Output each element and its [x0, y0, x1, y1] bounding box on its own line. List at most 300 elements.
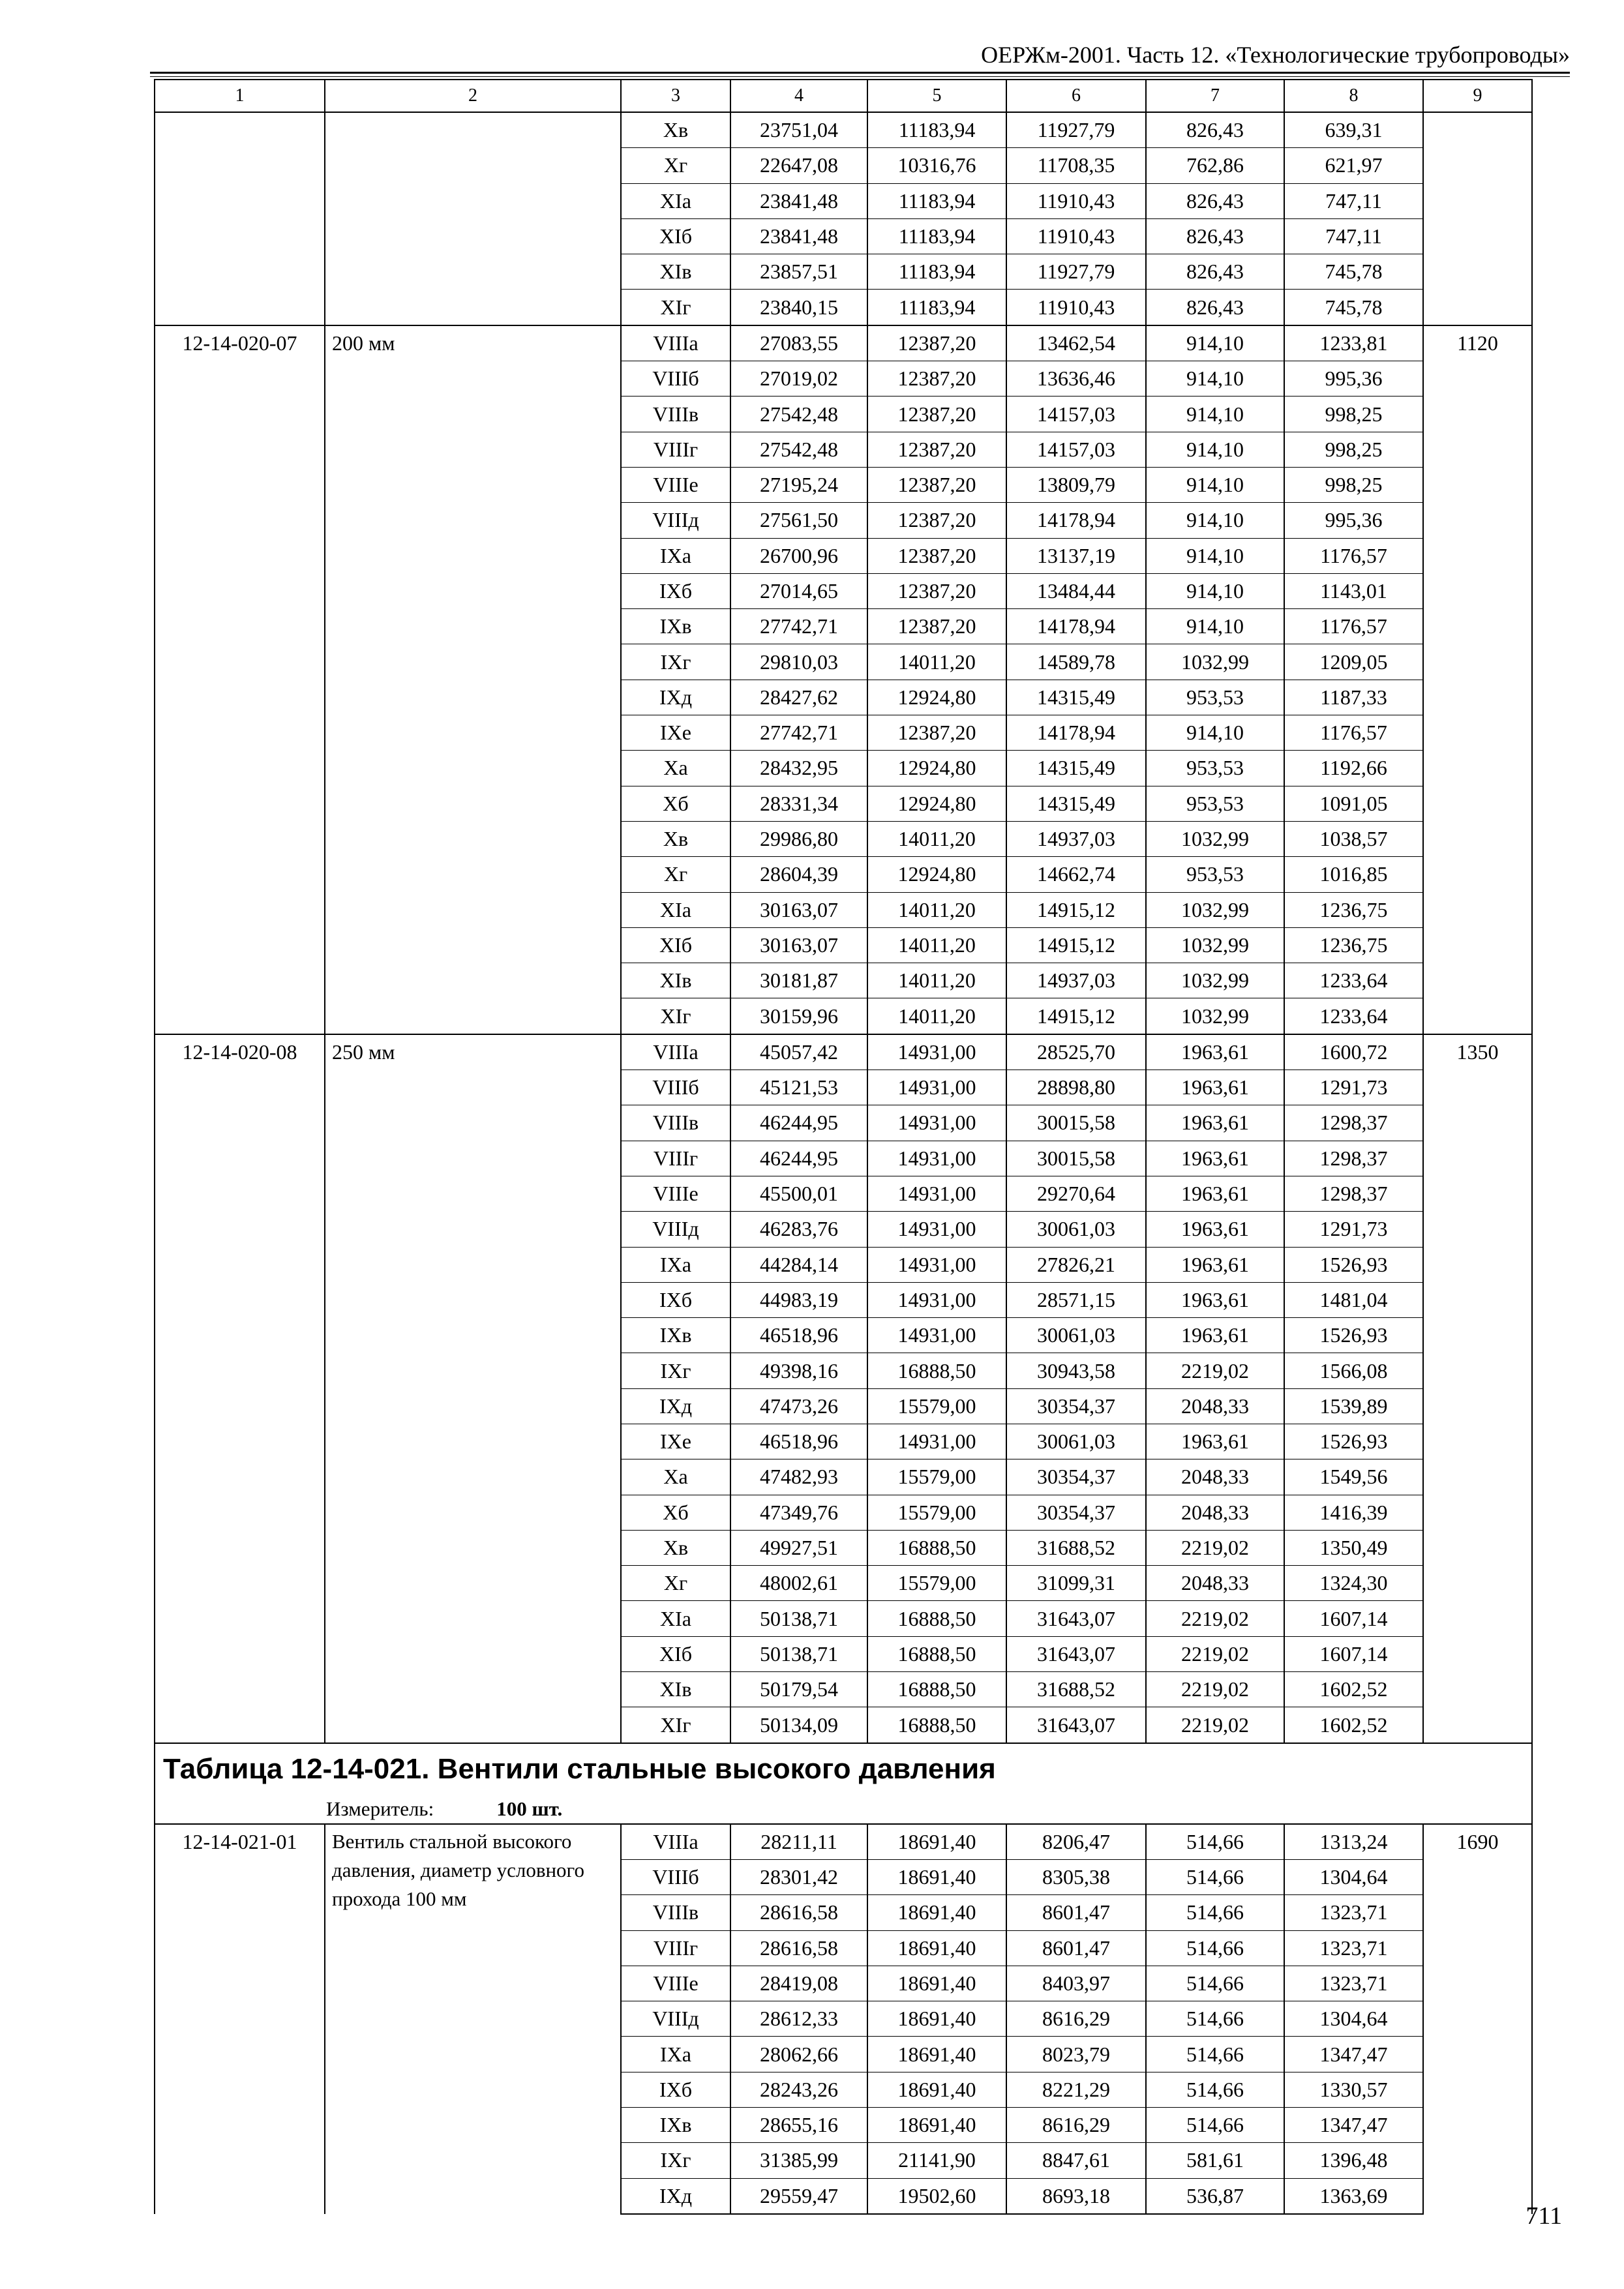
machinist-wages: 953,53 — [1146, 680, 1284, 715]
zone-code: Xг — [621, 857, 730, 892]
machine-cost: 27826,21 — [1006, 1247, 1146, 1282]
meter-value: 100 шт. — [496, 1797, 563, 1820]
labor-cost: 14011,20 — [867, 821, 1006, 856]
zone-code: IXд — [621, 1388, 730, 1424]
material-cost: 1323,71 — [1284, 1966, 1423, 2001]
total-cost: 46518,96 — [730, 1318, 867, 1353]
material-cost: 1038,57 — [1284, 821, 1423, 856]
labor-cost: 14931,00 — [867, 1176, 1006, 1211]
total-cost: 28243,26 — [730, 2072, 867, 2107]
machine-cost: 8601,47 — [1006, 1895, 1146, 1930]
labor-hours: 1690 — [1423, 1824, 1532, 2214]
machine-cost: 30061,03 — [1006, 1212, 1146, 1247]
total-cost: 47482,93 — [730, 1459, 867, 1495]
machine-cost: 11910,43 — [1006, 218, 1146, 254]
labor-cost: 12387,20 — [867, 361, 1006, 396]
machinist-wages: 914,10 — [1146, 573, 1284, 608]
zone-code: Xв — [621, 112, 730, 148]
machinist-wages: 826,43 — [1146, 183, 1284, 218]
labor-cost: 14011,20 — [867, 892, 1006, 927]
total-cost: 46518,96 — [730, 1424, 867, 1459]
total-cost: 46283,76 — [730, 1212, 867, 1247]
labor-cost: 11183,94 — [867, 112, 1006, 148]
machine-cost: 14937,03 — [1006, 963, 1146, 998]
total-cost: 28301,42 — [730, 1859, 867, 1894]
labor-cost: 18691,40 — [867, 1966, 1006, 2001]
zone-code: VIIIе — [621, 467, 730, 502]
total-cost: 27195,24 — [730, 467, 867, 502]
machine-cost: 14315,49 — [1006, 786, 1146, 821]
machine-cost: 30943,58 — [1006, 1353, 1146, 1388]
machine-cost: 28571,15 — [1006, 1282, 1146, 1317]
machinist-wages: 514,66 — [1146, 2072, 1284, 2107]
machine-cost: 13484,44 — [1006, 573, 1146, 608]
machinist-wages: 1963,61 — [1146, 1247, 1284, 1282]
table-row — [155, 325, 1532, 361]
labor-cost: 18691,40 — [867, 1930, 1006, 1966]
material-cost: 1233,64 — [1284, 998, 1423, 1034]
machinist-wages: 514,66 — [1146, 1895, 1284, 1930]
material-cost: 1236,75 — [1284, 892, 1423, 927]
labor-cost: 16888,50 — [867, 1353, 1006, 1388]
machine-cost: 14178,94 — [1006, 609, 1146, 644]
machine-cost: 13809,79 — [1006, 467, 1146, 502]
machinist-wages: 514,66 — [1146, 2001, 1284, 2037]
machinist-wages: 536,87 — [1146, 2178, 1284, 2214]
total-cost: 27742,71 — [730, 609, 867, 644]
machine-cost: 31688,52 — [1006, 1672, 1146, 1707]
total-cost: 30163,07 — [730, 892, 867, 927]
zone-code: IXе — [621, 715, 730, 751]
machine-cost: 30015,58 — [1006, 1141, 1146, 1176]
material-cost: 1323,71 — [1284, 1930, 1423, 1966]
machine-cost: 8601,47 — [1006, 1930, 1146, 1966]
material-cost: 1330,57 — [1284, 2072, 1423, 2107]
material-cost: 1192,66 — [1284, 751, 1423, 786]
zone-code: XIг — [621, 1707, 730, 1743]
machine-cost: 31643,07 — [1006, 1636, 1146, 1671]
total-cost: 30163,07 — [730, 927, 867, 963]
zone-code: VIIIв — [621, 1895, 730, 1930]
material-cost: 1396,48 — [1284, 2143, 1423, 2178]
zone-code: VIIIе — [621, 1176, 730, 1211]
material-cost: 1291,73 — [1284, 1070, 1423, 1105]
material-cost: 1602,52 — [1284, 1672, 1423, 1707]
table-title: Таблица 12-14-021. Вентили стальные высокого давления — [155, 1743, 1532, 1795]
total-cost: 23751,04 — [730, 112, 867, 148]
rate-description — [325, 112, 621, 325]
zone-code: VIIIа — [621, 1824, 730, 1860]
labor-hours — [1423, 112, 1532, 325]
table-title-row — [155, 1743, 1532, 1795]
material-cost: 1526,93 — [1284, 1247, 1423, 1282]
zone-code: IXа — [621, 538, 730, 573]
material-cost: 1236,75 — [1284, 927, 1423, 963]
total-cost: 28616,58 — [730, 1930, 867, 1966]
total-cost: 27083,55 — [730, 325, 867, 361]
machinist-wages: 914,10 — [1146, 538, 1284, 573]
zone-code: IXб — [621, 1282, 730, 1317]
total-cost: 47473,26 — [730, 1388, 867, 1424]
labor-cost: 15579,00 — [867, 1459, 1006, 1495]
machine-cost: 14178,94 — [1006, 715, 1146, 751]
machine-cost: 14157,03 — [1006, 396, 1146, 432]
material-cost: 995,36 — [1284, 361, 1423, 396]
machinist-wages: 914,10 — [1146, 432, 1284, 467]
zone-code: VIIIд — [621, 2001, 730, 2037]
total-cost: 47349,76 — [730, 1495, 867, 1530]
total-cost: 28612,33 — [730, 2001, 867, 2037]
material-cost: 745,78 — [1284, 290, 1423, 325]
machinist-wages: 2048,33 — [1146, 1495, 1284, 1530]
labor-hours: 1350 — [1423, 1034, 1532, 1743]
zone-code: VIIIг — [621, 432, 730, 467]
machine-cost: 11708,35 — [1006, 148, 1146, 183]
material-cost: 639,31 — [1284, 112, 1423, 148]
machine-cost: 31643,07 — [1006, 1601, 1146, 1636]
machinist-wages: 1032,99 — [1146, 998, 1284, 1034]
machinist-wages: 2048,33 — [1146, 1566, 1284, 1601]
labor-cost: 12387,20 — [867, 432, 1006, 467]
zone-code: VIIIг — [621, 1141, 730, 1176]
labor-cost: 14931,00 — [867, 1105, 1006, 1141]
machine-cost: 28898,80 — [1006, 1070, 1146, 1105]
material-cost: 1526,93 — [1284, 1318, 1423, 1353]
labor-cost: 18691,40 — [867, 1824, 1006, 1860]
machinist-wages: 1032,99 — [1146, 892, 1284, 927]
machinist-wages: 2219,02 — [1146, 1672, 1284, 1707]
material-cost: 1176,57 — [1284, 609, 1423, 644]
material-cost: 1347,47 — [1284, 2037, 1423, 2072]
machine-cost: 13462,54 — [1006, 325, 1146, 361]
zone-code: IXе — [621, 1424, 730, 1459]
total-cost: 23841,48 — [730, 183, 867, 218]
column-number: 8 — [1284, 80, 1423, 112]
machinist-wages: 514,66 — [1146, 1824, 1284, 1860]
machine-cost: 14937,03 — [1006, 821, 1146, 856]
machinist-wages: 1032,99 — [1146, 963, 1284, 998]
labor-cost: 12387,20 — [867, 503, 1006, 538]
material-cost: 1607,14 — [1284, 1601, 1423, 1636]
labor-cost: 14931,00 — [867, 1424, 1006, 1459]
total-cost: 30181,87 — [730, 963, 867, 998]
material-cost: 1298,37 — [1284, 1105, 1423, 1141]
total-cost: 45057,42 — [730, 1034, 867, 1070]
labor-cost: 12387,20 — [867, 715, 1006, 751]
zone-code: IXа — [621, 2037, 730, 2072]
total-cost: 28211,11 — [730, 1824, 867, 1860]
rate-code: 12-14-020-07 — [155, 325, 325, 1034]
labor-cost: 18691,40 — [867, 2001, 1006, 2037]
labor-cost: 12387,20 — [867, 467, 1006, 502]
header-rule-thin — [150, 76, 1570, 77]
labor-cost: 12387,20 — [867, 609, 1006, 644]
rate-description: 250 мм — [325, 1034, 621, 1743]
labor-cost: 16888,50 — [867, 1530, 1006, 1565]
material-cost: 995,36 — [1284, 503, 1423, 538]
rates-table — [154, 79, 1533, 2215]
zone-code: Xа — [621, 751, 730, 786]
labor-cost: 16888,50 — [867, 1601, 1006, 1636]
machinist-wages: 2048,33 — [1146, 1388, 1284, 1424]
material-cost: 1233,64 — [1284, 963, 1423, 998]
labor-cost: 12387,20 — [867, 396, 1006, 432]
machinist-wages: 2219,02 — [1146, 1601, 1284, 1636]
total-cost: 23840,15 — [730, 290, 867, 325]
zone-code: XIа — [621, 183, 730, 218]
header-rule-thick — [150, 72, 1570, 74]
labor-cost: 12387,20 — [867, 325, 1006, 361]
machine-cost: 14915,12 — [1006, 892, 1146, 927]
machinist-wages: 953,53 — [1146, 857, 1284, 892]
machinist-wages: 1963,61 — [1146, 1034, 1284, 1070]
total-cost: 49398,16 — [730, 1353, 867, 1388]
zone-code: VIIIб — [621, 1859, 730, 1894]
labor-cost: 18691,40 — [867, 2072, 1006, 2107]
machinist-wages: 953,53 — [1146, 786, 1284, 821]
machine-cost: 11927,79 — [1006, 112, 1146, 148]
total-cost: 30159,96 — [730, 998, 867, 1034]
zone-code: IXв — [621, 2108, 730, 2143]
machine-cost: 13137,19 — [1006, 538, 1146, 573]
material-cost: 1016,85 — [1284, 857, 1423, 892]
machinist-wages: 1963,61 — [1146, 1176, 1284, 1211]
material-cost: 745,78 — [1284, 254, 1423, 290]
labor-cost: 18691,40 — [867, 2037, 1006, 2072]
labor-cost: 14011,20 — [867, 963, 1006, 998]
machine-cost: 30354,37 — [1006, 1495, 1146, 1530]
material-cost: 1350,49 — [1284, 1530, 1423, 1565]
zone-code: XIб — [621, 927, 730, 963]
material-cost: 621,97 — [1284, 148, 1423, 183]
labor-cost: 14931,00 — [867, 1141, 1006, 1176]
labor-cost: 14011,20 — [867, 927, 1006, 963]
labor-cost: 11183,94 — [867, 290, 1006, 325]
material-cost: 1176,57 — [1284, 538, 1423, 573]
material-cost: 1566,08 — [1284, 1353, 1423, 1388]
labor-cost: 14931,00 — [867, 1247, 1006, 1282]
zone-code: Xв — [621, 1530, 730, 1565]
zone-code: IXа — [621, 1247, 730, 1282]
total-cost: 50179,54 — [730, 1672, 867, 1707]
machinist-wages: 1963,61 — [1146, 1141, 1284, 1176]
machine-cost: 14589,78 — [1006, 644, 1146, 680]
material-cost: 1143,01 — [1284, 573, 1423, 608]
machinist-wages: 1032,99 — [1146, 927, 1284, 963]
meter-row — [155, 1795, 1532, 1824]
total-cost: 50138,71 — [730, 1636, 867, 1671]
zone-code: Xа — [621, 1459, 730, 1495]
column-number: 4 — [730, 80, 867, 112]
material-cost: 1091,05 — [1284, 786, 1423, 821]
machinist-wages: 826,43 — [1146, 290, 1284, 325]
column-number: 1 — [155, 80, 325, 112]
labor-cost: 14931,00 — [867, 1318, 1006, 1353]
labor-cost: 16888,50 — [867, 1672, 1006, 1707]
machinist-wages: 1032,99 — [1146, 644, 1284, 680]
material-cost: 1304,64 — [1284, 1859, 1423, 1894]
total-cost: 46244,95 — [730, 1141, 867, 1176]
rate-code: 12-14-021-01 — [155, 1824, 325, 2214]
rate-code: 12-14-020-08 — [155, 1034, 325, 1743]
zone-code: IXв — [621, 609, 730, 644]
material-cost: 1187,33 — [1284, 680, 1423, 715]
machinist-wages: 581,61 — [1146, 2143, 1284, 2178]
total-cost: 45121,53 — [730, 1070, 867, 1105]
total-cost: 28062,66 — [730, 2037, 867, 2072]
machinist-wages: 2219,02 — [1146, 1707, 1284, 1743]
material-cost: 747,11 — [1284, 183, 1423, 218]
total-cost: 23857,51 — [730, 254, 867, 290]
meter-cell — [155, 1795, 1532, 1824]
machine-cost: 11910,43 — [1006, 290, 1146, 325]
labor-cost: 14931,00 — [867, 1070, 1006, 1105]
machinist-wages: 2219,02 — [1146, 1353, 1284, 1388]
machine-cost: 31688,52 — [1006, 1530, 1146, 1565]
total-cost: 23841,48 — [730, 218, 867, 254]
total-cost: 31385,99 — [730, 2143, 867, 2178]
machinist-wages: 914,10 — [1146, 325, 1284, 361]
zone-code: XIб — [621, 1636, 730, 1671]
material-cost: 1600,72 — [1284, 1034, 1423, 1070]
material-cost: 1602,52 — [1284, 1707, 1423, 1743]
labor-cost: 11183,94 — [867, 218, 1006, 254]
material-cost: 1481,04 — [1284, 1282, 1423, 1317]
zone-code: IXг — [621, 644, 730, 680]
total-cost: 28604,39 — [730, 857, 867, 892]
material-cost: 1304,64 — [1284, 2001, 1423, 2037]
material-cost: 1539,89 — [1284, 1388, 1423, 1424]
zone-code: VIIIб — [621, 1070, 730, 1105]
material-cost: 1298,37 — [1284, 1141, 1423, 1176]
zone-code: Xв — [621, 821, 730, 856]
total-cost: 28427,62 — [730, 680, 867, 715]
zone-code: XIа — [621, 1601, 730, 1636]
total-cost: 44284,14 — [730, 1247, 867, 1282]
material-cost: 1323,71 — [1284, 1895, 1423, 1930]
zone-code: XIа — [621, 892, 730, 927]
machine-cost: 31099,31 — [1006, 1566, 1146, 1601]
labor-cost: 11183,94 — [867, 254, 1006, 290]
zone-code: VIIIг — [621, 1930, 730, 1966]
material-cost: 1607,14 — [1284, 1636, 1423, 1671]
total-cost: 29810,03 — [730, 644, 867, 680]
material-cost: 1209,05 — [1284, 644, 1423, 680]
zone-code: Xг — [621, 1566, 730, 1601]
machine-cost: 8847,61 — [1006, 2143, 1146, 2178]
total-cost: 45500,01 — [730, 1176, 867, 1211]
machine-cost: 28525,70 — [1006, 1034, 1146, 1070]
labor-hours: 1120 — [1423, 325, 1532, 1034]
column-number: 9 — [1423, 80, 1532, 112]
machinist-wages: 914,10 — [1146, 715, 1284, 751]
material-cost: 998,25 — [1284, 396, 1423, 432]
machine-cost: 30354,37 — [1006, 1388, 1146, 1424]
material-cost: 998,25 — [1284, 432, 1423, 467]
machinist-wages: 914,10 — [1146, 609, 1284, 644]
rate-description: 200 мм — [325, 325, 621, 1034]
machine-cost: 8023,79 — [1006, 2037, 1146, 2072]
column-number: 2 — [325, 80, 621, 112]
labor-cost: 10316,76 — [867, 148, 1006, 183]
labor-cost: 15579,00 — [867, 1566, 1006, 1601]
machine-cost: 8206,47 — [1006, 1824, 1146, 1860]
material-cost: 1291,73 — [1284, 1212, 1423, 1247]
labor-cost: 18691,40 — [867, 1859, 1006, 1894]
labor-cost: 12924,80 — [867, 680, 1006, 715]
zone-code: IXв — [621, 1318, 730, 1353]
machinist-wages: 2048,33 — [1146, 1459, 1284, 1495]
machine-cost: 14662,74 — [1006, 857, 1146, 892]
table-row — [155, 112, 1532, 148]
machinist-wages: 514,66 — [1146, 1930, 1284, 1966]
column-number: 6 — [1006, 80, 1146, 112]
labor-cost: 12387,20 — [867, 573, 1006, 608]
machinist-wages: 914,10 — [1146, 361, 1284, 396]
total-cost: 28419,08 — [730, 1966, 867, 2001]
zone-code: XIб — [621, 218, 730, 254]
material-cost: 1313,24 — [1284, 1824, 1423, 1860]
material-cost: 998,25 — [1284, 467, 1423, 502]
zone-code: VIIIд — [621, 1212, 730, 1247]
machinist-wages: 914,10 — [1146, 467, 1284, 502]
machine-cost: 30015,58 — [1006, 1105, 1146, 1141]
total-cost: 28655,16 — [730, 2108, 867, 2143]
machine-cost: 14915,12 — [1006, 998, 1146, 1034]
labor-cost: 12387,20 — [867, 538, 1006, 573]
machine-cost: 30061,03 — [1006, 1318, 1146, 1353]
zone-code: Xг — [621, 148, 730, 183]
machinist-wages: 826,43 — [1146, 218, 1284, 254]
machinist-wages: 762,86 — [1146, 148, 1284, 183]
machine-cost: 30354,37 — [1006, 1459, 1146, 1495]
total-cost: 48002,61 — [730, 1566, 867, 1601]
total-cost: 27542,48 — [730, 432, 867, 467]
zone-code: XIв — [621, 963, 730, 998]
zone-code: VIIIа — [621, 325, 730, 361]
labor-cost: 14011,20 — [867, 644, 1006, 680]
labor-cost: 12924,80 — [867, 857, 1006, 892]
column-number: 7 — [1146, 80, 1284, 112]
total-cost: 28432,95 — [730, 751, 867, 786]
running-header: ОЕРЖм-2001. Часть 12. «Технологические трубопроводы» — [981, 42, 1570, 68]
labor-cost: 18691,40 — [867, 2108, 1006, 2143]
zone-code: IXб — [621, 2072, 730, 2107]
zone-code: Xб — [621, 1495, 730, 1530]
labor-cost: 15579,00 — [867, 1388, 1006, 1424]
labor-cost: 14931,00 — [867, 1282, 1006, 1317]
zone-code: IXг — [621, 2143, 730, 2178]
machinist-wages: 514,66 — [1146, 2108, 1284, 2143]
total-cost: 27019,02 — [730, 361, 867, 396]
machinist-wages: 514,66 — [1146, 1966, 1284, 2001]
material-cost: 1298,37 — [1284, 1176, 1423, 1211]
total-cost: 28331,34 — [730, 786, 867, 821]
machinist-wages: 1963,61 — [1146, 1105, 1284, 1141]
machine-cost: 8693,18 — [1006, 2178, 1146, 2214]
column-number: 5 — [867, 80, 1006, 112]
labor-cost: 12924,80 — [867, 786, 1006, 821]
total-cost: 26700,96 — [730, 538, 867, 573]
total-cost: 27542,48 — [730, 396, 867, 432]
total-cost: 28616,58 — [730, 1895, 867, 1930]
machinist-wages: 1032,99 — [1146, 821, 1284, 856]
machine-cost: 11927,79 — [1006, 254, 1146, 290]
machine-cost: 30061,03 — [1006, 1424, 1146, 1459]
machinist-wages: 2219,02 — [1146, 1636, 1284, 1671]
machinist-wages: 514,66 — [1146, 2037, 1284, 2072]
material-cost: 1176,57 — [1284, 715, 1423, 751]
